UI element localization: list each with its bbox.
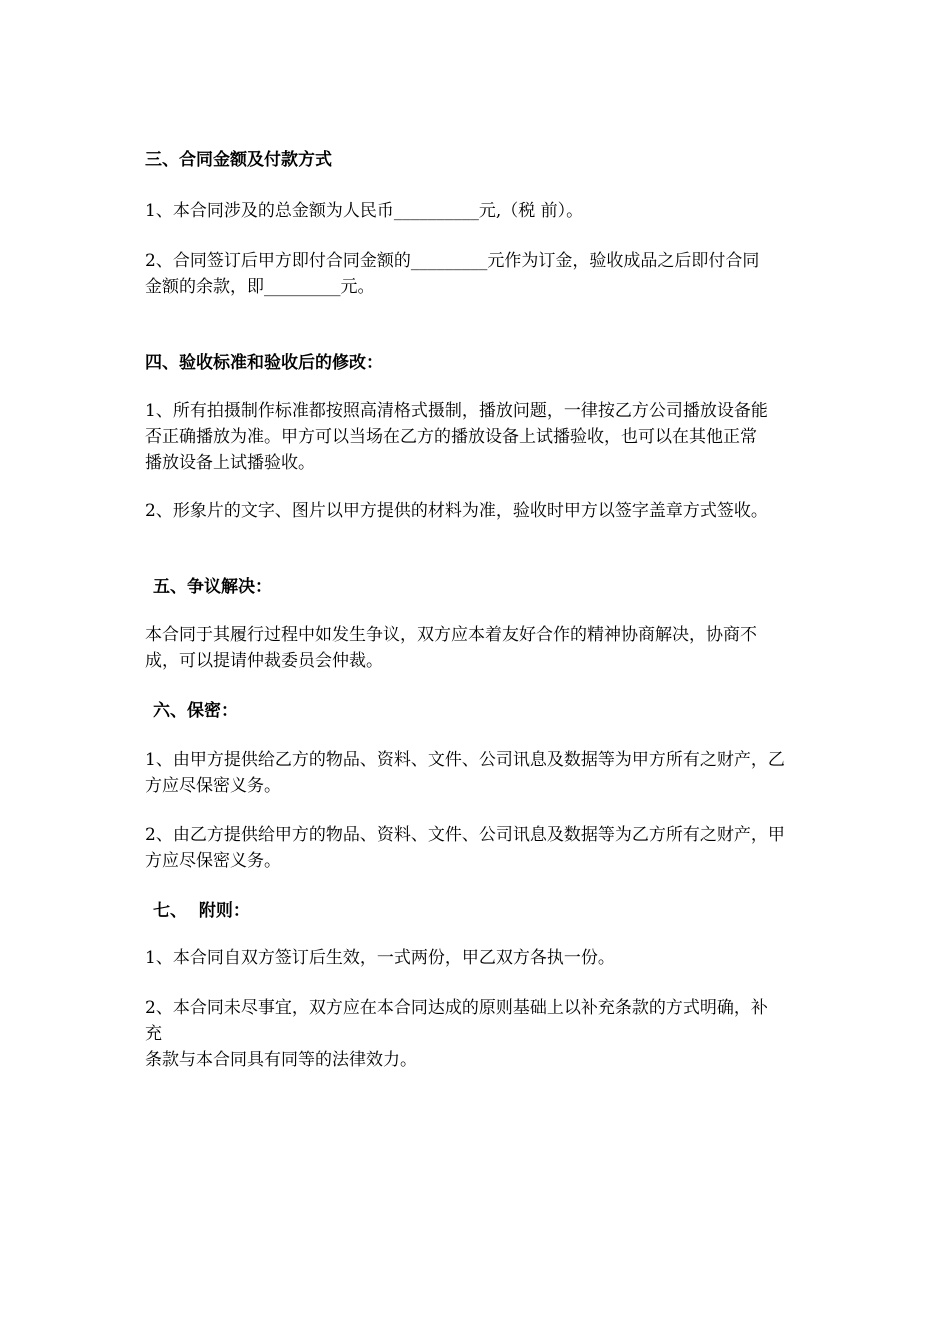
supplementary-clause-2-line-1: 2、本合同未尽事宜，双方应在本合同达成的原则基础上以补充条款的方式明确，补 [145,998,768,1018]
supplementary-clause-2 [145,995,810,1073]
payment-clause-1-line: 1、本合同涉及的总金额为人民币__________元,（税 前）。 [145,201,584,221]
section-confidentiality-heading: 六、保密： [153,701,238,721]
confidentiality-clause-1 [145,747,810,799]
dispute-clause-line-1: 本合同于其履行过程中如发生争议，双方应本着友好合作的精神协商解决，协商不 [145,625,757,645]
confidentiality-clause-2-line-2: 方应尽保密义务。 [145,851,281,871]
confidentiality-clause-1-line-2: 方应尽保密义务。 [145,776,281,796]
acceptance-clause-2 [145,498,810,524]
section-payment-heading: 三、合同金额及付款方式 [145,150,332,170]
section-dispute-heading: 五、争议解决： [153,577,272,597]
section-supplementary-heading: 七、 附则： [153,901,250,921]
dispute-clause-line-2: 成，可以提请仲裁委员会仲裁。 [145,651,383,671]
confidentiality-clause-1-line-1: 1、由甲方提供给乙方的物品、资料、文件、公司讯息及数据等为甲方所有之财产，乙 [145,750,785,770]
acceptance-clause-1-line-3: 播放设备上试播验收。 [145,453,315,473]
dispute-clause [145,622,810,674]
supplementary-clause-1 [145,945,810,971]
acceptance-clause-2-line: 2、形象片的文字、图片以甲方提供的材料为准，验收时甲方以签字盖章方式签收。 [145,501,768,521]
acceptance-clause-1-line-1: 1、所有拍摄制作标准都按照高清格式摄制，播放问题，一律按乙方公司播放设备能 [145,401,768,421]
supplementary-clause-2-line-3: 条款与本合同具有同等的法律效力。 [145,1050,417,1070]
supplementary-clause-2-line-2: 充 [145,1024,162,1044]
payment-clause-2-line-1: 2、合同签订后甲方即付合同金额的_________元作为订金，验收成品之后即付合同 [145,251,760,271]
acceptance-clause-1 [145,398,810,476]
acceptance-clause-1-line-2: 否正确播放为准。甲方可以当场在乙方的播放设备上试播验收，也可以在其他正常 [145,427,757,447]
section-acceptance-heading: 四、验收标准和验收后的修改： [145,353,383,373]
confidentiality-clause-2 [145,822,810,874]
payment-clause-2 [145,248,810,300]
payment-clause-1 [145,198,810,224]
confidentiality-clause-2-line-1: 2、由乙方提供给甲方的物品、资料、文件、公司讯息及数据等为乙方所有之财产，甲 [145,825,785,845]
supplementary-clause-1-line: 1、本合同自双方签订后生效，一式两份，甲乙双方各执一份。 [145,948,615,968]
payment-clause-2-line-2: 金额的余款，即_________元。 [145,277,375,297]
